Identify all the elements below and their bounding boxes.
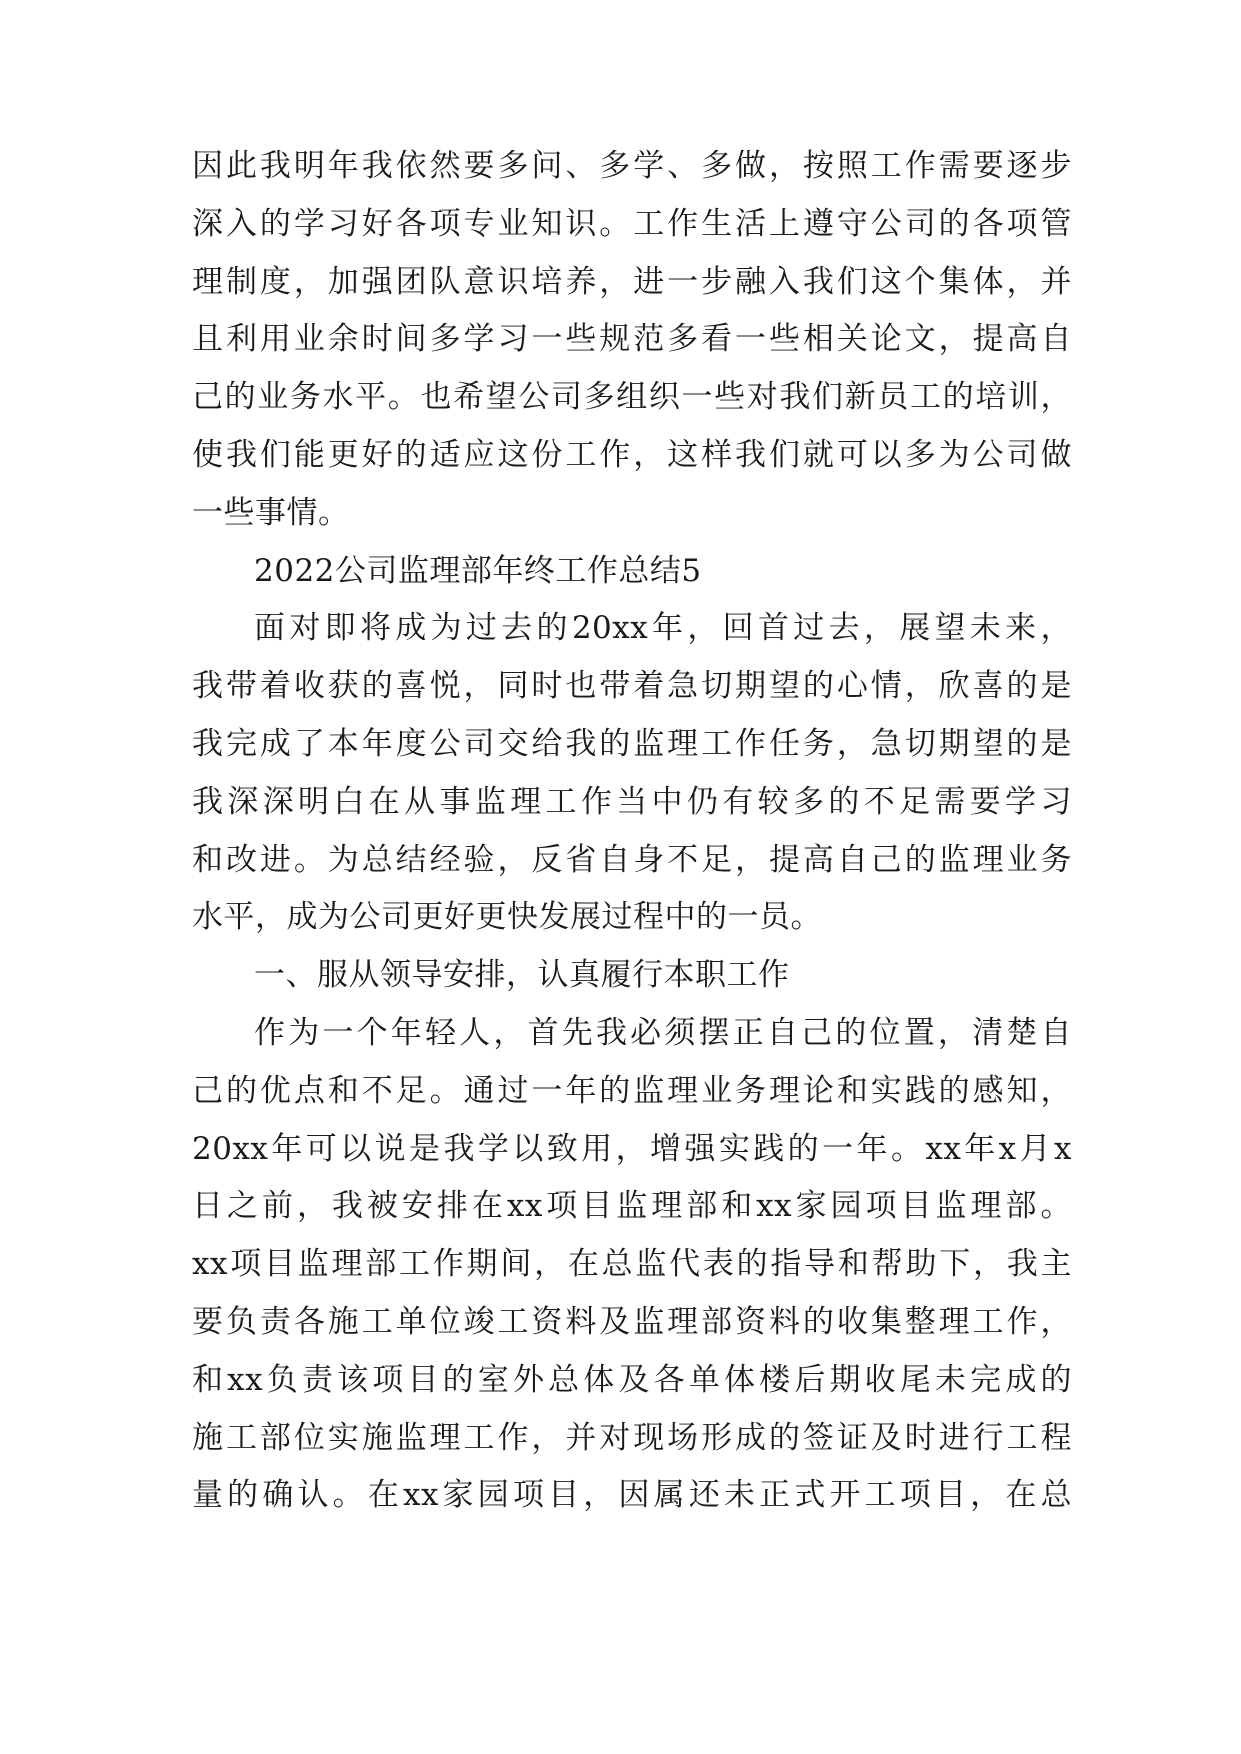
text-line: 量的确认。在xx家园项目，因属还未正式开工项目，在总: [192, 1477, 1072, 1514]
text-line: xx项目监理部工作期间，在总监代表的指导和帮助下，我主: [192, 1246, 1072, 1283]
text-line: 因此我明年我依然要多问、多学、多做，按照工作需要逐步: [192, 148, 1072, 184]
document-body: [192, 138, 1072, 1525]
text-line: 且利用业余时间多学习一些规范多看一些相关论文，提高自: [192, 321, 1072, 358]
text-line: 日之前，我被安排在xx项目监理部和xx家园项目监理部。: [192, 1188, 1072, 1225]
text-line: 施工部位实施监理工作，并对现场形成的签证及时进行工程: [192, 1419, 1072, 1456]
text-line: 深入的学习好各项专业知识。工作生活上遵守公司的各项管: [192, 205, 1072, 242]
heading-text: 一、服从领导安排，认真履行本职工作: [254, 957, 790, 994]
text-line: 作为一个年轻人，首先我必须摆正自己的位置，清楚自: [254, 1014, 1072, 1051]
text-line: 水平，成为公司更好更快发展过程中的一员。: [192, 899, 822, 936]
text-line: 使我们能更好的适应这份工作，这样我们就可以多为公司做: [192, 436, 1072, 473]
text-line: 要负责各施工单位竣工资料及监理部资料的收集整理工作，: [192, 1303, 1072, 1340]
paragraph-2: [192, 600, 1072, 947]
paragraph-3: [192, 1005, 1072, 1525]
text-line: 理制度，加强团队意识培养，进一步融入我们这个集体，并: [192, 263, 1072, 300]
heading-text: 2022公司监理部年终工作总结5: [254, 552, 702, 589]
text-line: 我带着收获的喜悦，同时也带着急切期望的心情，欣喜的是: [192, 668, 1072, 705]
paragraph-1: [192, 138, 1072, 543]
section-heading: [192, 543, 1072, 601]
subsection-heading: [192, 947, 1072, 1005]
text-line: 我深深明白在从事监理工作当中仍有较多的不足需要学习: [192, 783, 1072, 820]
text-line: 己的业务水平。也希望公司多组织一些对我们新员工的培训，: [192, 379, 1072, 416]
text-line: 我完成了本年度公司交给我的监理工作任务，急切期望的是: [192, 725, 1072, 762]
text-line: 面对即将成为过去的20xx年，回首过去，展望未来，: [254, 610, 1072, 647]
text-line: 己的优点和不足。通过一年的监理业务理论和实践的感知，: [192, 1072, 1072, 1109]
text-line: 一些事情。: [192, 494, 350, 531]
text-line: 20xx年可以说是我学以致用，增强实践的一年。xx年x月x: [192, 1130, 1072, 1167]
text-line: 和xx负责该项目的室外总体及各单体楼后期收尾未完成的: [192, 1361, 1072, 1398]
text-line: 和改进。为总结经验，反省自身不足，提高自己的监理业务: [192, 841, 1072, 878]
